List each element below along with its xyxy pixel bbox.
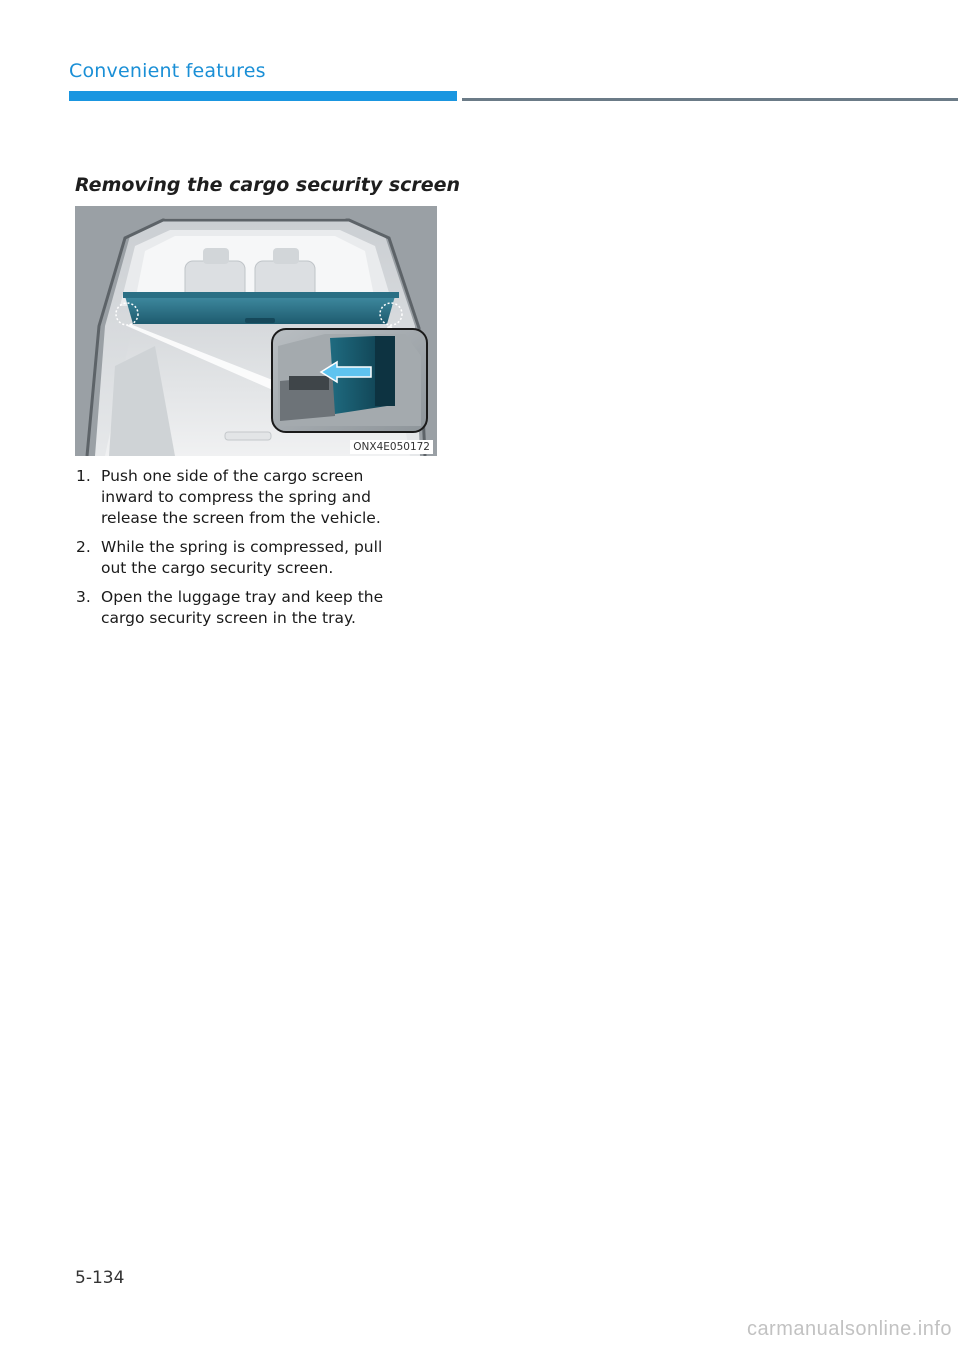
list-item: [76, 537, 446, 579]
step-number: 1.: [76, 467, 91, 485]
step-number: 2.: [76, 538, 91, 556]
header-rule-blue: [69, 91, 457, 101]
step-line: While the spring is compressed, pull: [101, 538, 383, 556]
instruction-steps: [76, 466, 446, 637]
cargo-area-drawing: [75, 206, 437, 456]
figure-code-label: ONX4E050172: [350, 440, 433, 454]
cargo-screen-illustration: [75, 206, 437, 456]
section-header-title: Convenient features: [69, 60, 266, 82]
header-rule-gray: [462, 98, 958, 101]
step-line: cargo security screen in the tray.: [101, 609, 356, 627]
watermark-text: carmanualsonline.info: [746, 1318, 952, 1340]
step-line: Push one side of the cargo screen: [101, 467, 364, 485]
step-line: release the screen from the vehicle.: [101, 509, 381, 527]
step-line: Open the luggage tray and keep the: [101, 588, 384, 606]
list-item: [76, 466, 446, 529]
step-line: inward to compress the spring and: [101, 488, 371, 506]
step-number: 3.: [76, 588, 91, 606]
list-item: [76, 587, 446, 629]
page-number: 5-134: [75, 1268, 125, 1288]
section-title: Removing the cargo security screen: [75, 174, 461, 196]
step-line: out the cargo security screen.: [101, 559, 334, 577]
